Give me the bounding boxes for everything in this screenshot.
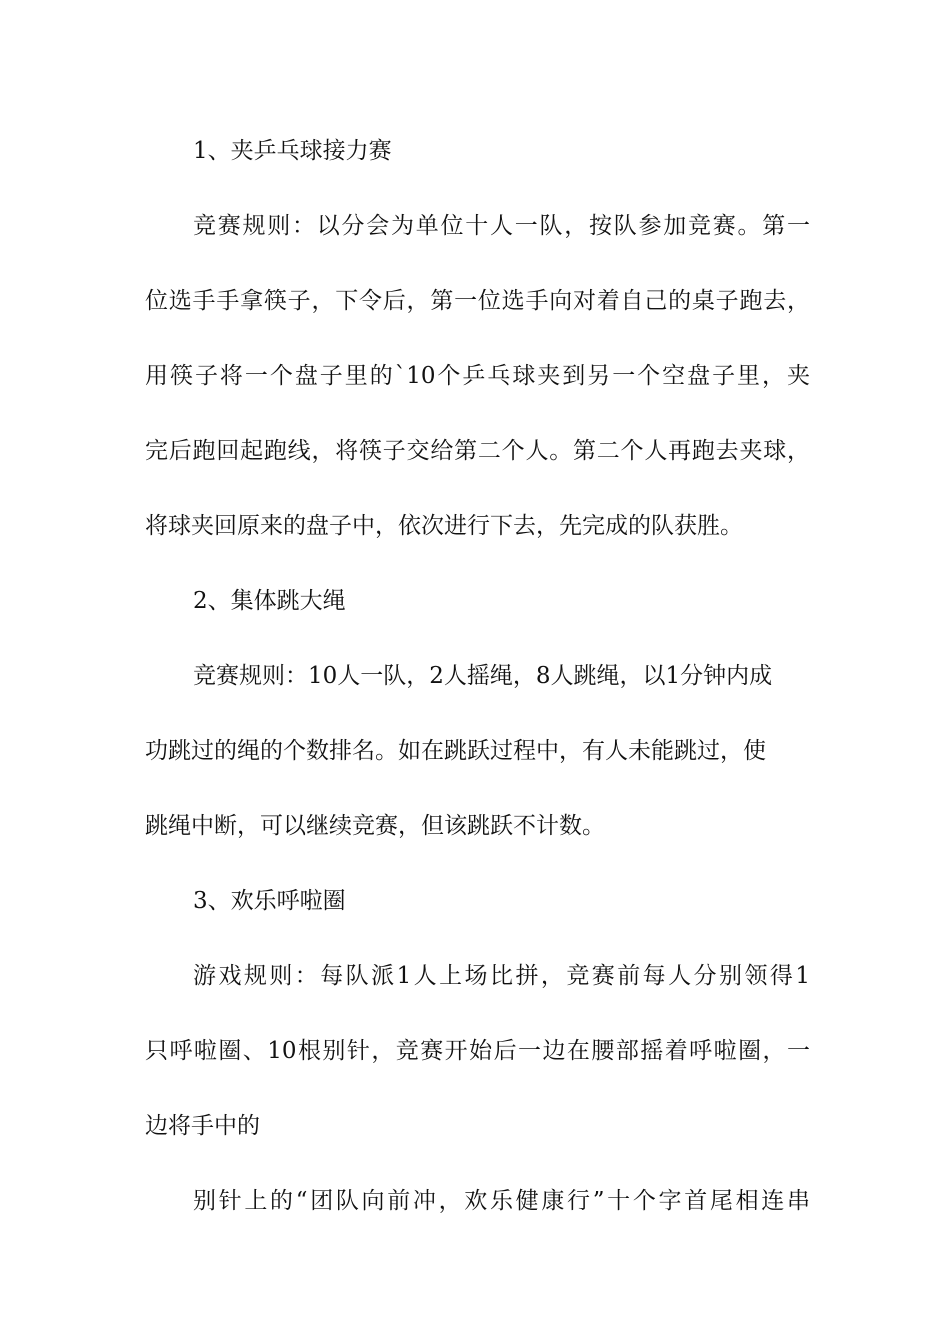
section-heading: 2、集体跳大绳 [193,588,346,614]
paragraph-line: 功跳过的绳的个数排名。如在跳跃过程中，有人未能跳过，使 [145,738,766,764]
paragraph-line: 位选手手拿筷子，下令后，第一位选手向对着自己的桌子跑去， [145,288,810,314]
paragraph-line: 将球夹回原来的盘子中，依次进行下去，先完成的队获胜。 [145,513,743,539]
paragraph-line: 用筷子将一个盘子里的`10个乒乓球夹到另一个空盘子里，夹 [145,363,810,389]
paragraph-line: 别针上的“团队向前冲，欢乐健康行”十个字首尾相连串 [193,1188,810,1214]
paragraph-line: 跳绳中断，可以继续竞赛，但该跳跃不计数。 [145,813,605,839]
section-heading: 3、欢乐呼啦圈 [193,888,346,914]
paragraph-line: 游戏规则：每队派1人上场比拼，竞赛前每人分别领得1 [193,963,810,989]
paragraph-line: 完后跑回起跑线，将筷子交给第二个人。第二个人再跑去夹球， [145,438,810,464]
paragraph-line: 竞赛规则：以分会为单位十人一队，按队参加竞赛。第一 [193,213,810,239]
section-heading: 1、夹乒乓球接力赛 [193,138,392,164]
paragraph-line: 只呼啦圈、10根别针，竞赛开始后一边在腰部摇着呼啦圈，一 [145,1038,810,1064]
paragraph-line: 边将手中的 [145,1113,260,1139]
paragraph-line: 竞赛规则：10人一队，2人摇绳，8人跳绳，以1分钟内成 [193,663,773,689]
